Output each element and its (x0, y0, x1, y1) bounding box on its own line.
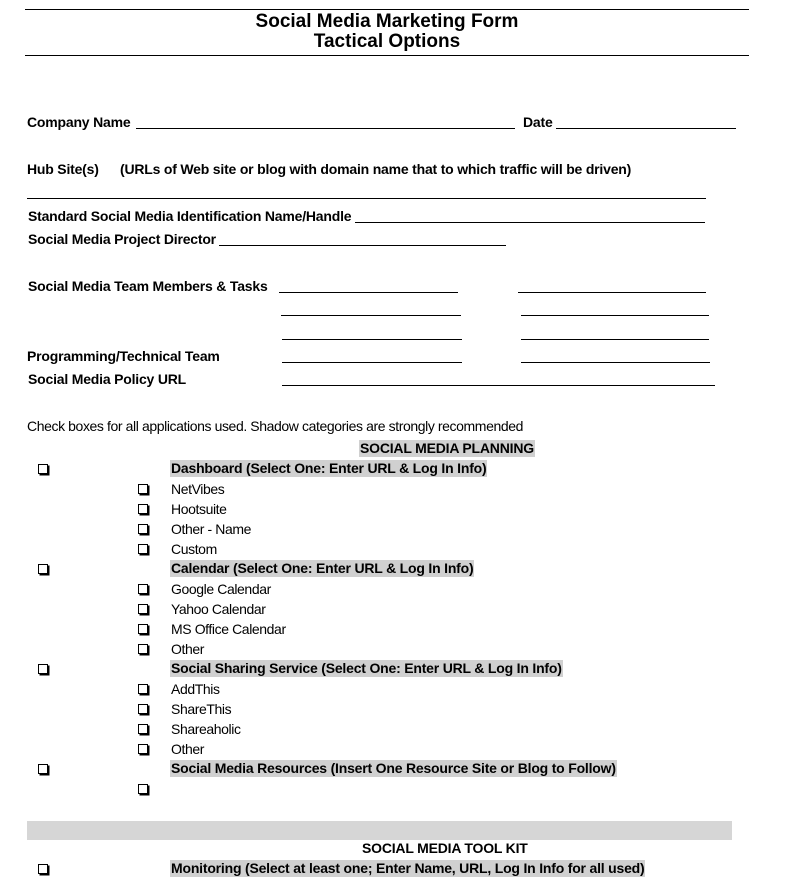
sharethis-checkbox[interactable] (138, 704, 148, 714)
hootsuite-checkbox[interactable] (138, 504, 148, 514)
project-director-field[interactable] (219, 245, 506, 246)
company-name-label: Company Name (27, 114, 131, 130)
company-name-field[interactable] (136, 128, 515, 129)
sharing-checkbox[interactable] (38, 664, 48, 674)
toolkit-heading: SOCIAL MEDIA TOOL KIT (362, 840, 528, 856)
yahoo-calendar-checkbox[interactable] (138, 604, 148, 614)
team-member-field-1a[interactable] (279, 292, 458, 293)
resources-heading: Social Media Resources (Insert One Resource Site or Blog to Follow) (171, 760, 616, 776)
date-field[interactable] (556, 128, 736, 129)
standard-id-label: Standard Social Media Identification Name/Handle (28, 208, 352, 224)
shareaholic-checkbox[interactable] (138, 724, 148, 734)
google-calendar-label: Google Calendar (171, 581, 271, 597)
date-label: Date (523, 114, 553, 130)
team-member-field-3b[interactable] (521, 339, 709, 340)
calendar-checkbox[interactable] (38, 564, 48, 574)
policy-url-label: Social Media Policy URL (28, 371, 186, 387)
standard-id-field[interactable] (355, 222, 705, 223)
netvibes-checkbox[interactable] (138, 484, 148, 494)
netvibes-label: NetVibes (171, 481, 225, 497)
team-member-field-2b[interactable] (521, 315, 709, 316)
hub-sites-label: Hub Site(s) (27, 161, 99, 177)
dashboard-custom-label: Custom (171, 541, 217, 557)
team-member-field-2a[interactable] (281, 315, 461, 316)
sharethis-label: ShareThis (171, 701, 232, 717)
dashboard-custom-checkbox[interactable] (138, 544, 148, 554)
project-director-label: Social Media Project Director (28, 231, 216, 247)
yahoo-calendar-label: Yahoo Calendar (171, 601, 266, 617)
monitoring-checkbox[interactable] (38, 864, 48, 874)
calendar-heading: Calendar (Select One: Enter URL & Log In Info) (171, 560, 474, 576)
sharing-other-checkbox[interactable] (138, 744, 148, 754)
dashboard-other-checkbox[interactable] (138, 524, 148, 534)
team-member-field-3a[interactable] (282, 339, 462, 340)
team-members-label: Social Media Team Members & Tasks (28, 278, 268, 294)
addthis-checkbox[interactable] (138, 684, 148, 694)
sharing-heading: Social Sharing Service (Select One: Enter URL & Log In Info) (171, 660, 562, 676)
resource-entry-checkbox[interactable] (138, 784, 148, 794)
shareaholic-label: Shareaholic (171, 721, 241, 737)
calendar-other-checkbox[interactable] (138, 644, 148, 654)
technical-team-field-a[interactable] (282, 362, 462, 363)
ms-office-calendar-label: MS Office Calendar (171, 621, 286, 637)
policy-url-field[interactable] (282, 385, 715, 386)
ms-office-calendar-checkbox[interactable] (138, 624, 148, 634)
team-member-field-1b[interactable] (518, 292, 706, 293)
instructions-text: Check boxes for all applications used. Shadow categories are strongly recommended (27, 418, 523, 434)
google-calendar-checkbox[interactable] (138, 584, 148, 594)
hootsuite-label: Hootsuite (171, 501, 227, 517)
sharing-other-label: Other (171, 741, 205, 757)
monitoring-heading: Monitoring (Select at least one; Enter Name, URL, Log In Info for all used) (171, 860, 645, 876)
form-subtitle: Tactical Options (313, 31, 461, 52)
form-title: Social Media Marketing Form (255, 11, 519, 32)
resources-checkbox[interactable] (38, 764, 48, 774)
calendar-other-label: Other (171, 641, 205, 657)
hub-sites-field[interactable] (27, 198, 706, 199)
dashboard-other-label: Other - Name (171, 521, 251, 537)
dashboard-heading: Dashboard (Select One: Enter URL & Log In Info) (171, 460, 487, 476)
planning-heading: SOCIAL MEDIA PLANNING (360, 440, 534, 456)
technical-team-label: Programming/Technical Team (27, 348, 220, 364)
section-separator-bar (27, 821, 732, 840)
technical-team-field-b[interactable] (521, 362, 710, 363)
dashboard-checkbox[interactable] (38, 464, 48, 474)
top-rule (25, 9, 749, 10)
addthis-label: AddThis (171, 681, 220, 697)
hub-sites-note: (URLs of Web site or blog with domain name that to which traffic will be driven) (120, 161, 632, 177)
header-bottom-rule (25, 55, 749, 56)
